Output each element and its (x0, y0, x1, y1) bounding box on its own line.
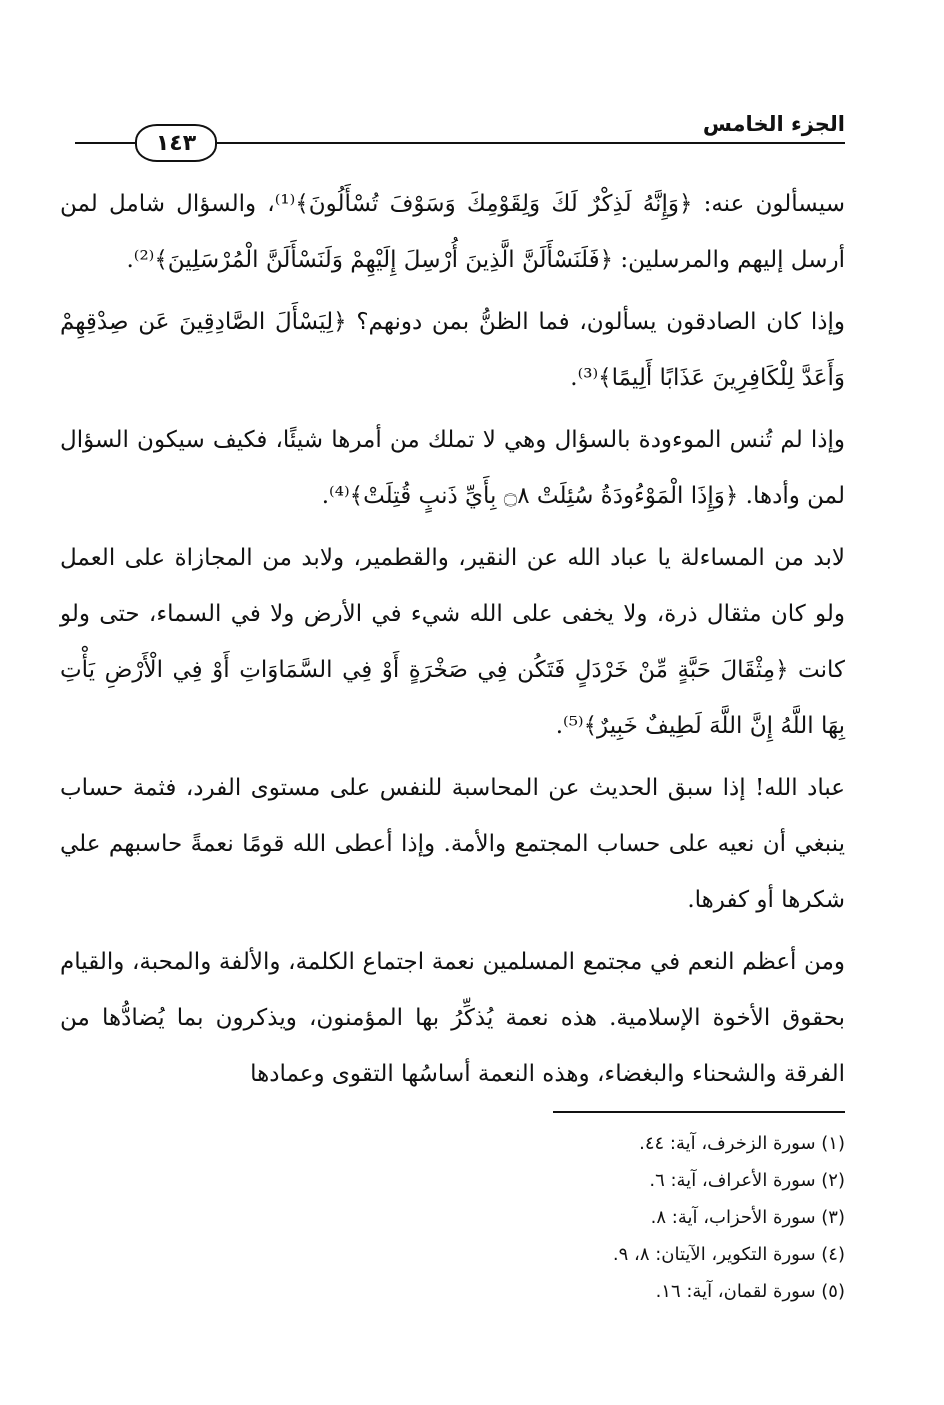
part-title: الجزء الخامس (702, 112, 845, 136)
footnote: (٣) سورة الأحزاب، آية: ٨. (650, 1207, 845, 1228)
paragraph: عباد الله! إذا سبق الحديث عن المحاسبة للنفس على مستوى الفرد، فثمة حساب ينبغي أن نعيه على حساب المجتمع والأمة. وإذا أعطى الله قومًا نعمةً حاسبهم علي شكرها أو كفرها. (60, 775, 845, 913)
paragraph: سيسألون عنه: ﴿وَإِنَّهُ لَذِكْرٌ لَكَ وَلِقَوْمِكَ وَسَوْفَ تُسْأَلُونَ﴾⁽¹⁾، والسؤال شامل لمن أرسل إليهم والمرسلين: ﴿فَلَنَسْأَلَنَّ الَّذِينَ أُرْسِلَ إِلَيْهِمْ وَلَنَسْأَلَنَّ الْمُرْسَلِينَ﴾⁽²⁾. (60, 191, 845, 273)
paragraph: وإذا كان الصادقون يسألون، فما الظنُّ بمن دونهم؟ ﴿لِيَسْأَلَ الصَّادِقِينَ عَن صِدْقِهِمْ وَأَعَدَّ لِلْكَافِرِينَ عَذَابًا أَلِيمًا﴾⁽³⁾. (60, 309, 845, 391)
page-number-badge: ١٤٣ (135, 124, 217, 162)
book-page (60, 100, 845, 1330)
paragraph: ومن أعظم النعم في مجتمع المسلمين نعمة اجتماع الكلمة، والألفة والمحبة، والقيام بحقوق الأخوة الإسلامية. هذه نعمة يُذكِّرُ بها المؤمنون، ويذكرون بما يُضادُّها من الفرقة والشحناء والبغضاء، وهذه النعمة أساسُها التقوى وعمادها (60, 949, 845, 1087)
footnote-separator (553, 1111, 845, 1113)
footnote: (٥) سورة لقمان، آية: ١٦. (655, 1281, 845, 1302)
footnote: (١) سورة الزخرف، آية: ٤٤. (639, 1133, 845, 1154)
page-header (60, 100, 845, 158)
paragraph: لابد من المساءلة يا عباد الله عن النقير، والقطمير، ولابد من المجازاة على العمل ولو كان مثقال ذرة، ولا يخفى على الله شيء في الأرض ولا في السماء، حتى ولو كانت ﴿مِثْقَالَ حَبَّةٍ مِّنْ خَرْدَلٍ فَتَكُن فِي صَخْرَةٍ أَوْ فِي السَّمَاوَاتِ أَوْ فِي الْأَرْضِ يَأْتِ بِهَا اللَّهُ إِنَّ اللَّهَ لَطِيفٌ خَبِيرٌ﴾⁽⁵⁾. (60, 545, 845, 739)
body-text (60, 176, 845, 1108)
footnotes (60, 1125, 845, 1310)
paragraph: وإذا لم تُنس الموءودة بالسؤال وهي لا تملك من أمرها شيئًا، فكيف سيكون السؤال لمن وأدها. ﴿وَإِذَا الْمَوْءُودَةُ سُئِلَتْ ۝٨ بِأَيِّ ذَنبٍ قُتِلَتْ﴾⁽⁴⁾. (60, 427, 845, 509)
footnote: (٤) سورة التكوير، الآيتان: ٨، ٩. (612, 1244, 845, 1265)
footnote: (٢) سورة الأعراف، آية: ٦. (649, 1170, 845, 1191)
